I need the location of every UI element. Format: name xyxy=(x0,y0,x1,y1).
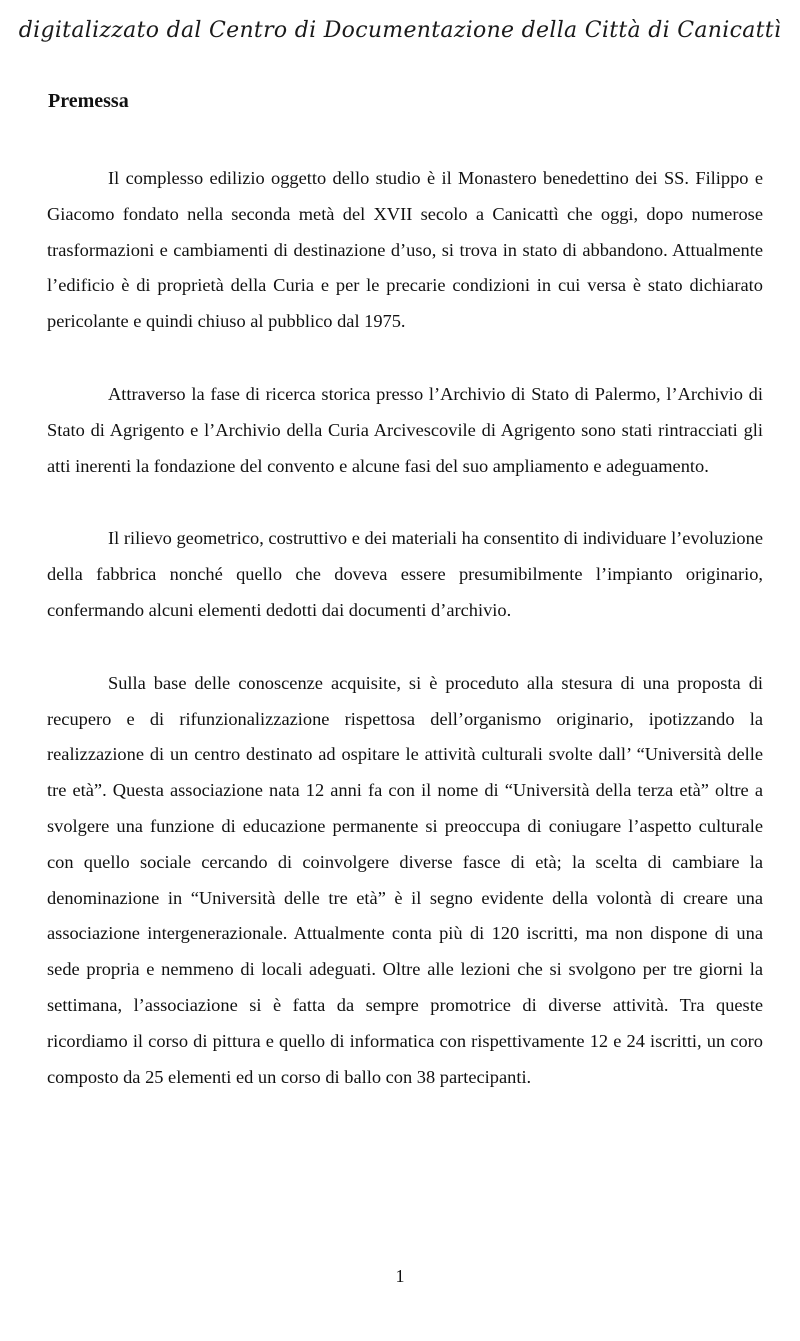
body-text xyxy=(47,161,763,1132)
paragraph-intro: Il complesso edilizio oggetto dello studio è il Monastero benedettino dei SS. Filippo e Giacomo fondato nella seconda metà del XVII secolo a Canicattì che oggi, dopo numerose trasformazioni e cambiamenti di destinazione d’uso, si trova in stato di abbandono. Attualmente l’edificio è di proprietà della Curia e per le precarie condizioni in cui versa è stato dichiarato pericolante e quindi chiuso al pubblico dal 1975. xyxy=(47,168,763,332)
paragraph-proposal: Sulla base delle conoscenze acquisite, si è proceduto alla stesura di una proposta di recupero e di rifunzionalizzazione rispettosa dell’organismo originario, ipotizzando la realizzazione di un centro destinato ad ospitare le attività culturali svolte dall’ “Università delle tre età”. Questa associazione nata 12 anni fa con il nome di “Università della terza età” oltre a svolgere una funzione di educazione permanente si preoccupa di coniugare l’aspetto culturale con quello sociale cercando di coinvolgere diverse fasce di età; la scelta di cambiare la denominazione in “Università delle tre età” è il segno evidente della volontà di creare una associazione intergenerazionale. Attualmente conta più di 120 iscritti, ma non dispone di una sede propria e nemmeno di locali adeguati. Oltre alle lezioni che si svolgono per tre giorni la settimana, l’associazione si è fatta da sempre promotrice di diverse attività. Tra queste ricordiamo il corso di pittura e quello di informatica con rispettivamente 12 e 24 iscritti, un coro composto da 25 elementi ed un corso di ballo con 38 partecipanti. xyxy=(47,672,763,1087)
paragraph-survey: Il rilievo geometrico, costruttivo e dei materiali ha consentito di individuare l’evoluzione della fabbrica nonché quello che doveva essere presumibilmente l’impianto originario, confermando alcuni elementi dedotti dai documenti d’archivio. xyxy=(47,528,763,620)
digitization-watermark: digitalizzato dal Centro di Documentazione della Città di Canicattì xyxy=(18,18,782,43)
paragraph-historical-research: Attraverso la fase di ricerca storica presso l’Archivio di Stato di Palermo, l’Archivio di Stato di Agrigento e l’Archivio della Curia Arcivescovile di Agrigento sono stati rintracciati gli atti inerenti la fondazione del convento e alcune fasi del suo ampliamento e adeguamento. xyxy=(47,383,763,476)
page-number: 1 xyxy=(395,1266,405,1286)
section-title: Premessa xyxy=(48,90,129,112)
